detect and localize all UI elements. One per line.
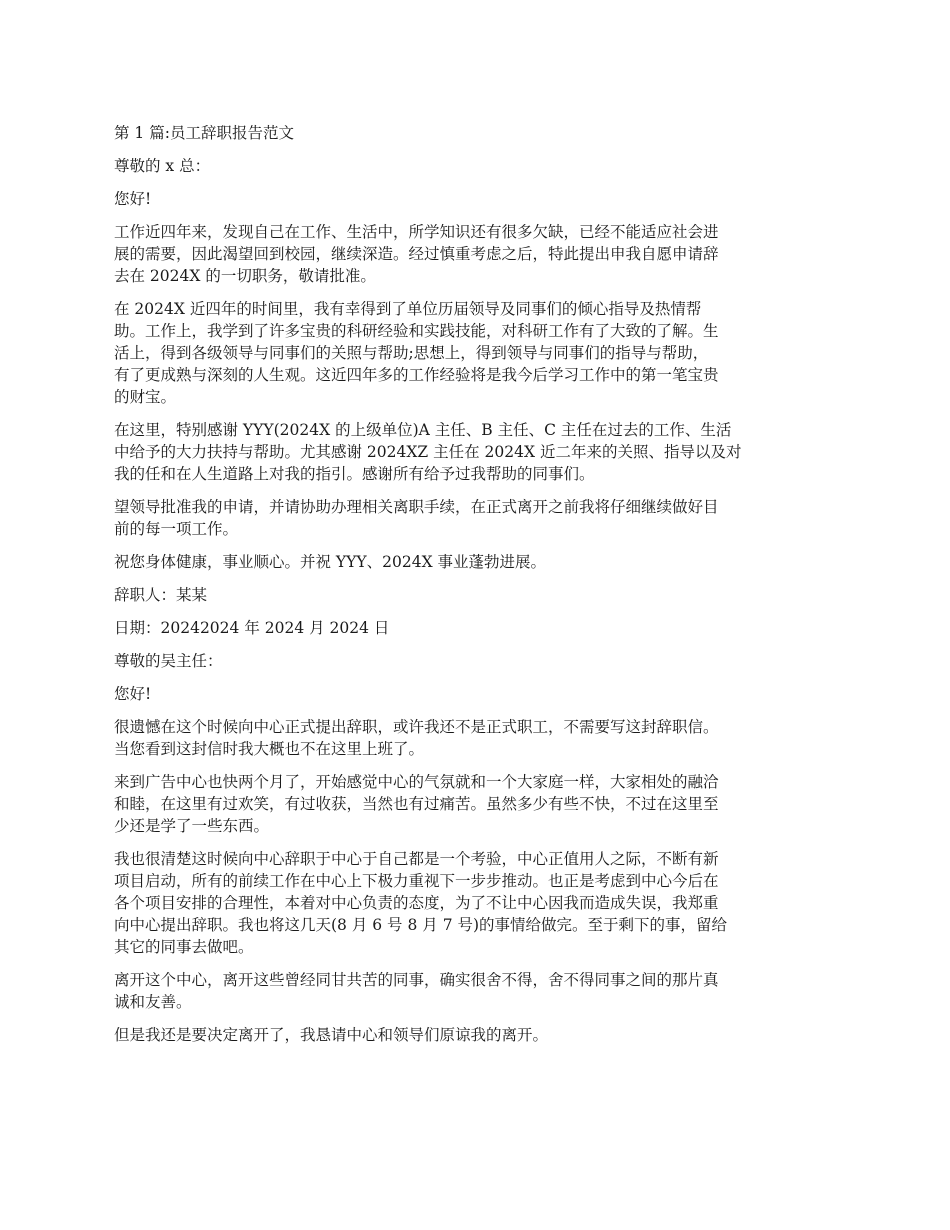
- salutation: 尊敬的 x 总：: [114, 157, 211, 175]
- body-paragraph: 很遗憾在这个时候向中心正式提出辞职，或许我还不是正式职工，不需要写这封辞职信。 当您看到这封信时我大概也不在这里上班了。: [114, 718, 719, 758]
- signature-line: 辞职人：某某: [114, 586, 208, 604]
- body-paragraph: 在这里，特别感谢 YYY(2024X 的上级单位)A 主任、B 主任、C 主任在过去的工作、生活 中给予的大力扶持与帮助。尤其感谢 2024XZ 主任在 2024X 近二年来的关照、指导以及对 我的任和在人生道路上对我的指引。感谢所有给予过我帮助的同事们。: [114, 421, 742, 483]
- body-paragraph: 在 2024X 近四年的时间里，我有幸得到了单位历届领导及同事们的倾心指导及热情帮 助。工作上，我学到了许多宝贵的科研经验和实践技能，对科研工作有了大致的了解。生 活上，得到各级领导与同事们的关照与帮助;思想上，得到领导与同事们的指导与帮助， 有了更成熟与深刻的人生观。这近四年多的工作经验将是我今后学习工作中的第一笔宝贵 的财宝。: [114, 300, 719, 406]
- body-paragraph: 我也很清楚这时候向中心辞职于中心于自己都是一个考验，中心正值用人之际，不断有新 项目启动，所有的前续工作在中心上下极力重视下一步步推动。也正是考虑到中心今后在 各个项目安排的合理性，本着对中心负责的态度，为了不让中心因我而造成失误，我郑重 向中心提出辞职。我也将这几天(8 月 6 号 8 月 7 号)的事情给做完。至于剩下的事，留给 其它的同事去做吧。: [114, 850, 728, 956]
- body-paragraph: 望领导批准我的申请，并请协助办理相关离职手续，在正式离开之前我将仔细继续做好目 前的每一项工作。: [114, 498, 719, 538]
- section-heading: 第 1 篇:员工辞职报告范文: [114, 124, 294, 142]
- document-page: [114, 122, 844, 1057]
- date-line: 日期：20242024 年 2024 月 2024 日: [114, 619, 390, 637]
- body-paragraph: 工作近四年来，发现自己在工作、生活中，所学知识还有很多欠缺，已经不能适应社会进 展的需要，因此渴望回到校园，继续深造。经过慎重考虑之后，特此提出申我自愿申请辞 去在 2024X 的一切职务，敬请批准。: [114, 223, 719, 285]
- greeting: 您好!: [114, 190, 152, 208]
- body-paragraph: 但是我还是要决定离开了，我恳请中心和领导们原谅我的离开。: [114, 1026, 549, 1044]
- closing-wish: 祝您身体健康，事业顺心。并祝 YYY、2024X 事业蓬勃进展。: [114, 553, 547, 571]
- body-paragraph: 离开这个中心，离开这些曾经同甘共苦的同事，确实很舍不得，舍不得同事之间的那片真 诚和友善。: [114, 971, 719, 1011]
- body-paragraph: 来到广告中心也快两个月了，开始感觉中心的气氛就和一个大家庭一样，大家相处的融洽 和睦，在这里有过欢笑，有过收获，当然也有过痛苦。虽然多少有些不快，不过在这里至 少还是学了一些东西。: [114, 773, 719, 835]
- greeting: 您好!: [114, 685, 152, 703]
- salutation: 尊敬的吴主任：: [114, 652, 223, 670]
